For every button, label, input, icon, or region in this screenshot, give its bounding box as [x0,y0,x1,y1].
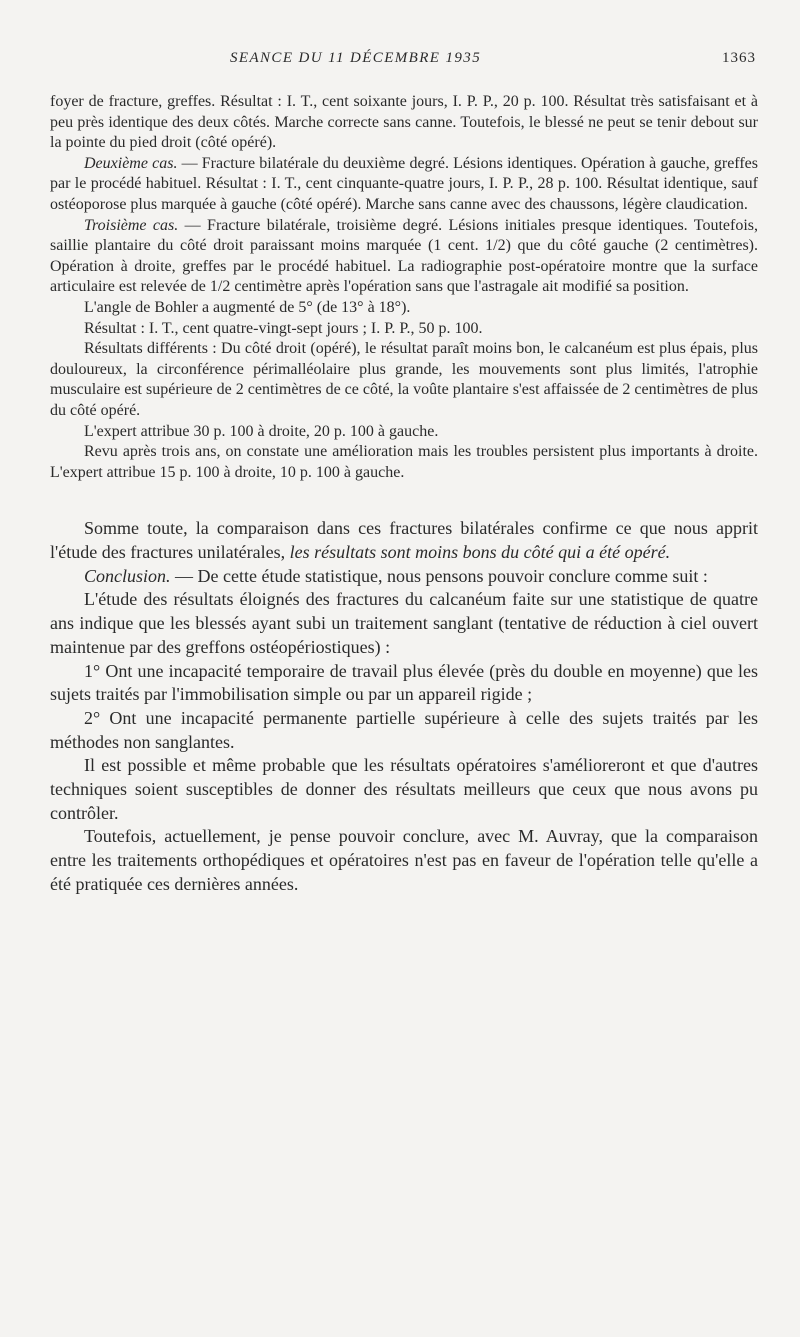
paragraph-second-case [50,154,758,216]
comparison-summary-text: Somme toute, la comparaison dans ces fractures bilatérales confirme ce que nous apprit l'étude des fractures unilatérales, [50,518,758,562]
third-case-body: — Fracture bilatérale, troisième degré. Lésions initiales presque identiques. Toutefois, saillie plantaire du côté droit paraissant moins marquée (1 cent. 1/2) que du côté gauche (2 centimètres). Opération à droite, greffes par le procédé habituel. La radiographie post-opératoire montre que la surface articulaire est relevée de 1/2 centimètre après l'opération sans que l'astragale ait modifié sa position. [50,216,758,296]
running-title: SEANCE DU 11 DÉCEMBRE 1935 [230,50,482,66]
case-reports-section [50,92,758,483]
paragraph-different-results: Résultats différents : Du côté droit (opéré), le résultat paraît moins bon, le calcanéum est plus épais, plus douloureux, la circonférence périmalléolaire plus grande, les mouvements sont plus limités, l'atrophie musculaire est supérieure de 2 centimètres de ce côté, la voûte plantaire s'est affaissée de 2 centimètres de plus du côté opéré. [50,340,758,419]
conclusion-section [50,517,758,896]
paragraph-first-case-result: foyer de fracture, greffes. Résultat : I. T., cent soixante jours, I. P. P., 20 p. 100. Résultat très satisfaisant et à peu près identique des deux côtés. Marche correcte sans canne. Toutefois, le blessé ne peut se tenir debout sur la pointe du pied droit (côté opéré). [50,93,758,152]
running-head [50,50,758,74]
paragraph-second-finding: 2° Ont une incapacité permanente partielle supérieure à celle des sujets traités par les méthodes non sanglantes. [50,707,758,752]
paragraph-future-improvement: Il est possible et même probable que les résultats opératoires s'amélioreront et que d'autres techniques soient susceptibles de donner des résultats meilleurs que ceux que nous avons pu contrôler. [50,755,758,823]
paragraph-final-conclusion: Toutefois, actuellement, je pense pouvoir conclure, avec M. Auvray, que la comparaison entre les traitements orthopédiques et opératoires n'est pas en faveur de l'opération telle qu'elle a été pratiquée ces dernières années. [50,826,758,894]
conclusion-intro-body: — De cette étude statistique, nous pensons pouvoir conclure comme suit : [170,565,708,586]
page-number: 1363 [722,50,756,66]
paragraph-third-case [50,216,758,298]
paragraph-conclusion-intro [50,565,758,589]
conclusion-title: Conclusion. [84,565,171,586]
paragraph-expert-assessment: L'expert attribue 30 p. 100 à droite, 20 p. 100 à gauche. [84,422,439,440]
second-case-title: Deuxième cas. [84,154,178,172]
second-case-body: — Fracture bilatérale du deuxième degré. Lésions identiques. Opération à gauche, greffes par le procédé habituel. Résultat : I. T., cent cinquante-quatre jours, I. P. P., 28 p. 100. Résultat identique, sauf ostéoporose plus marquée à gauche (côté opéré). Marche sans canne avec des chaussons, légère claudication. [50,154,758,213]
third-case-title: Troisième cas. [84,216,179,234]
paragraph-third-case-result: Résultat : I. T., cent quatre-vingt-sept jours ; I. P. P., 50 p. 100. [84,319,483,337]
paragraph-three-year-review: Revu après trois ans, on constate une amélioration mais les troubles persistent plus importants à droite. L'expert attribue 15 p. 100 à droite, 10 p. 100 à gauche. [50,443,758,481]
paragraph-comparison-summary [50,517,758,564]
paragraph-bohler-angle: L'angle de Bohler a augmenté de 5° (de 13° à 18°). [84,298,411,316]
paragraph-first-finding: 1° Ont une incapacité temporaire de travail plus élevée (près du double en moyenne) que les sujets traités par l'immobilisation simple ou par un appareil rigide ; [50,660,758,705]
paragraph-study-summary: L'étude des résultats éloignés des fractures du calcanéum faite sur une statistique de quatre ans indique que les blessés ayant subi un traitement sanglant (tentative de réduction à ciel ouvert maintenue par des greffons ostéopériostiques) : [50,589,758,657]
comparison-summary-emphasis: les résultats sont moins bons du côté qui a été opéré. [289,541,671,562]
